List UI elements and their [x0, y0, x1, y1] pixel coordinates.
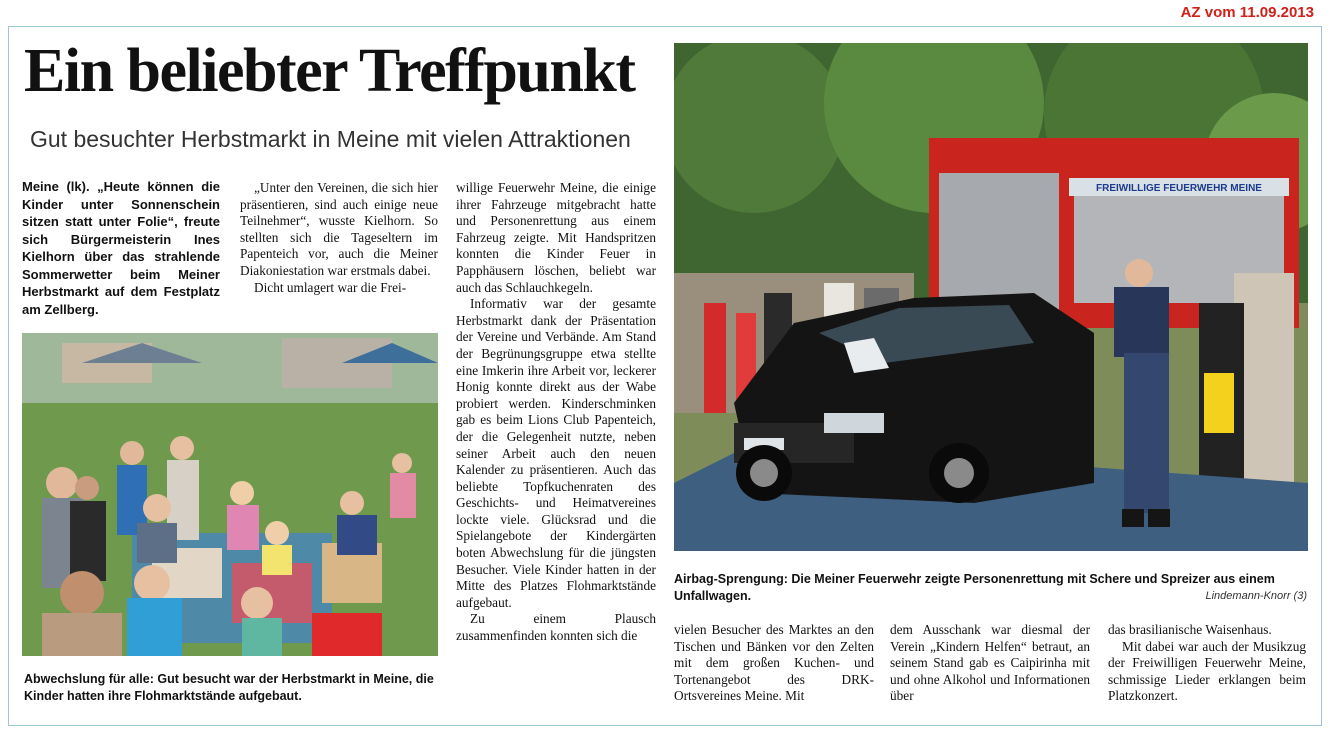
paragraph: Informativ war der gesamte Herbstmarkt dank der Präsentation der Vereine und Verbände. Am Stand der Begrünungsgruppe etwa stellte eine Imkerin ihre Arbeit vor, leckerer Honig konnte direkt aus der Wabe probiert werden. Kinderschminken gab es beim Lions Club Papenteich, der die Gelegenheit nutzte, neben seiner Arbeit auch den neuen Kalender zu präsentieren. Auch das beliebte Topfkuchenraten des Geschichts- und Heimatvereines lockte viele. Glücksrad und die Spielangebote der Kindergärten boten Abwechslung für die jüngsten Besucher. Viele Kinder hatten in der Mitte des Platzes Flohmarktstände aufgebaut. — [456, 296, 656, 610]
paragraph: Mit dabei war auch der Musikzug der Freiwilligen Feuerwehr Meine, schmissige Lieder erklangen beim Platzkonzert. — [1108, 638, 1306, 704]
paragraph: willige Feuerwehr Meine, die einige ihrer Fahrzeuge mitgebracht hatte und Personenrettung aus einem Fahrzeug zeigte. Mit Handspritzen konnten die Kinder Feuer in Papphäusern löschen, beliebt war auch das Schlauchkegeln. — [456, 180, 656, 295]
photo-fire-brigade — [674, 43, 1308, 551]
photo-credit: Lindemann-Knorr (3) — [1205, 590, 1307, 602]
column-5 — [890, 622, 1090, 705]
subheadline: Gut besuchter Herbstmarkt in Meine mit vielen Attraktionen — [30, 126, 631, 152]
column-4 — [674, 622, 874, 705]
column-6 — [1108, 622, 1306, 705]
column-2 — [240, 180, 438, 296]
paragraph: dem Ausschank war diesmal der Verein „Kindern Helfen“ betraut, an seinem Stand gab es Caipirinha mit und ohne Alkohol und Informationen über — [890, 622, 1090, 704]
photo-flea-market — [22, 333, 438, 656]
paragraph: das brasilianische Waisenhaus. — [1108, 622, 1272, 637]
lead-paragraph: Meine (lk). „Heute können die Kinder unter Sonnenschein sitzen statt unter Folie“, freute sich Bürgermeisterin Ines Kielhorn über das strahlende Sommerwetter beim Meiner Herbstmarkt auf dem Festplatz am Zellberg. — [22, 179, 220, 317]
source-stamp: AZ vom 11.09.2013 — [1180, 4, 1314, 21]
headline: Ein beliebter Treffpunkt — [24, 37, 635, 105]
paragraph: Zu einem Plausch zusammenfinden konnten sich die — [456, 611, 656, 644]
caption-right: Airbag-Sprengung: Die Meiner Feuerwehr zeigte Personenrettung mit Schere und Spreizer aus einem Unfallwagen. — [674, 572, 1275, 603]
truck-label: FREIWILLIGE FEUERWEHR MEINE — [1096, 183, 1262, 194]
paragraph: Dicht umlagert war die Frei- — [254, 279, 407, 295]
caption-left: Abwechslung für alle: Gut besucht war der Herbstmarkt in Meine, die Kinder hatten ihre Flohmarktstände aufgebaut. — [24, 672, 434, 703]
paragraph: „Unter den Vereinen, die sich hier präsentieren, sind auch einige neue Teilnehmer“, wusste Kielhorn. So stellten sich die Tageseltern im Papenteich vor, auch die Meiner Diakoniestation war erstmals dabei. — [240, 180, 438, 278]
paragraph: vielen Besucher des Marktes an den Tischen und Bänken vor den Zelten mit dem großen Kuchen- und Tortenangebot des DRK-Ortsvereines Meine. Mit — [674, 622, 874, 704]
column-3 — [456, 180, 656, 645]
